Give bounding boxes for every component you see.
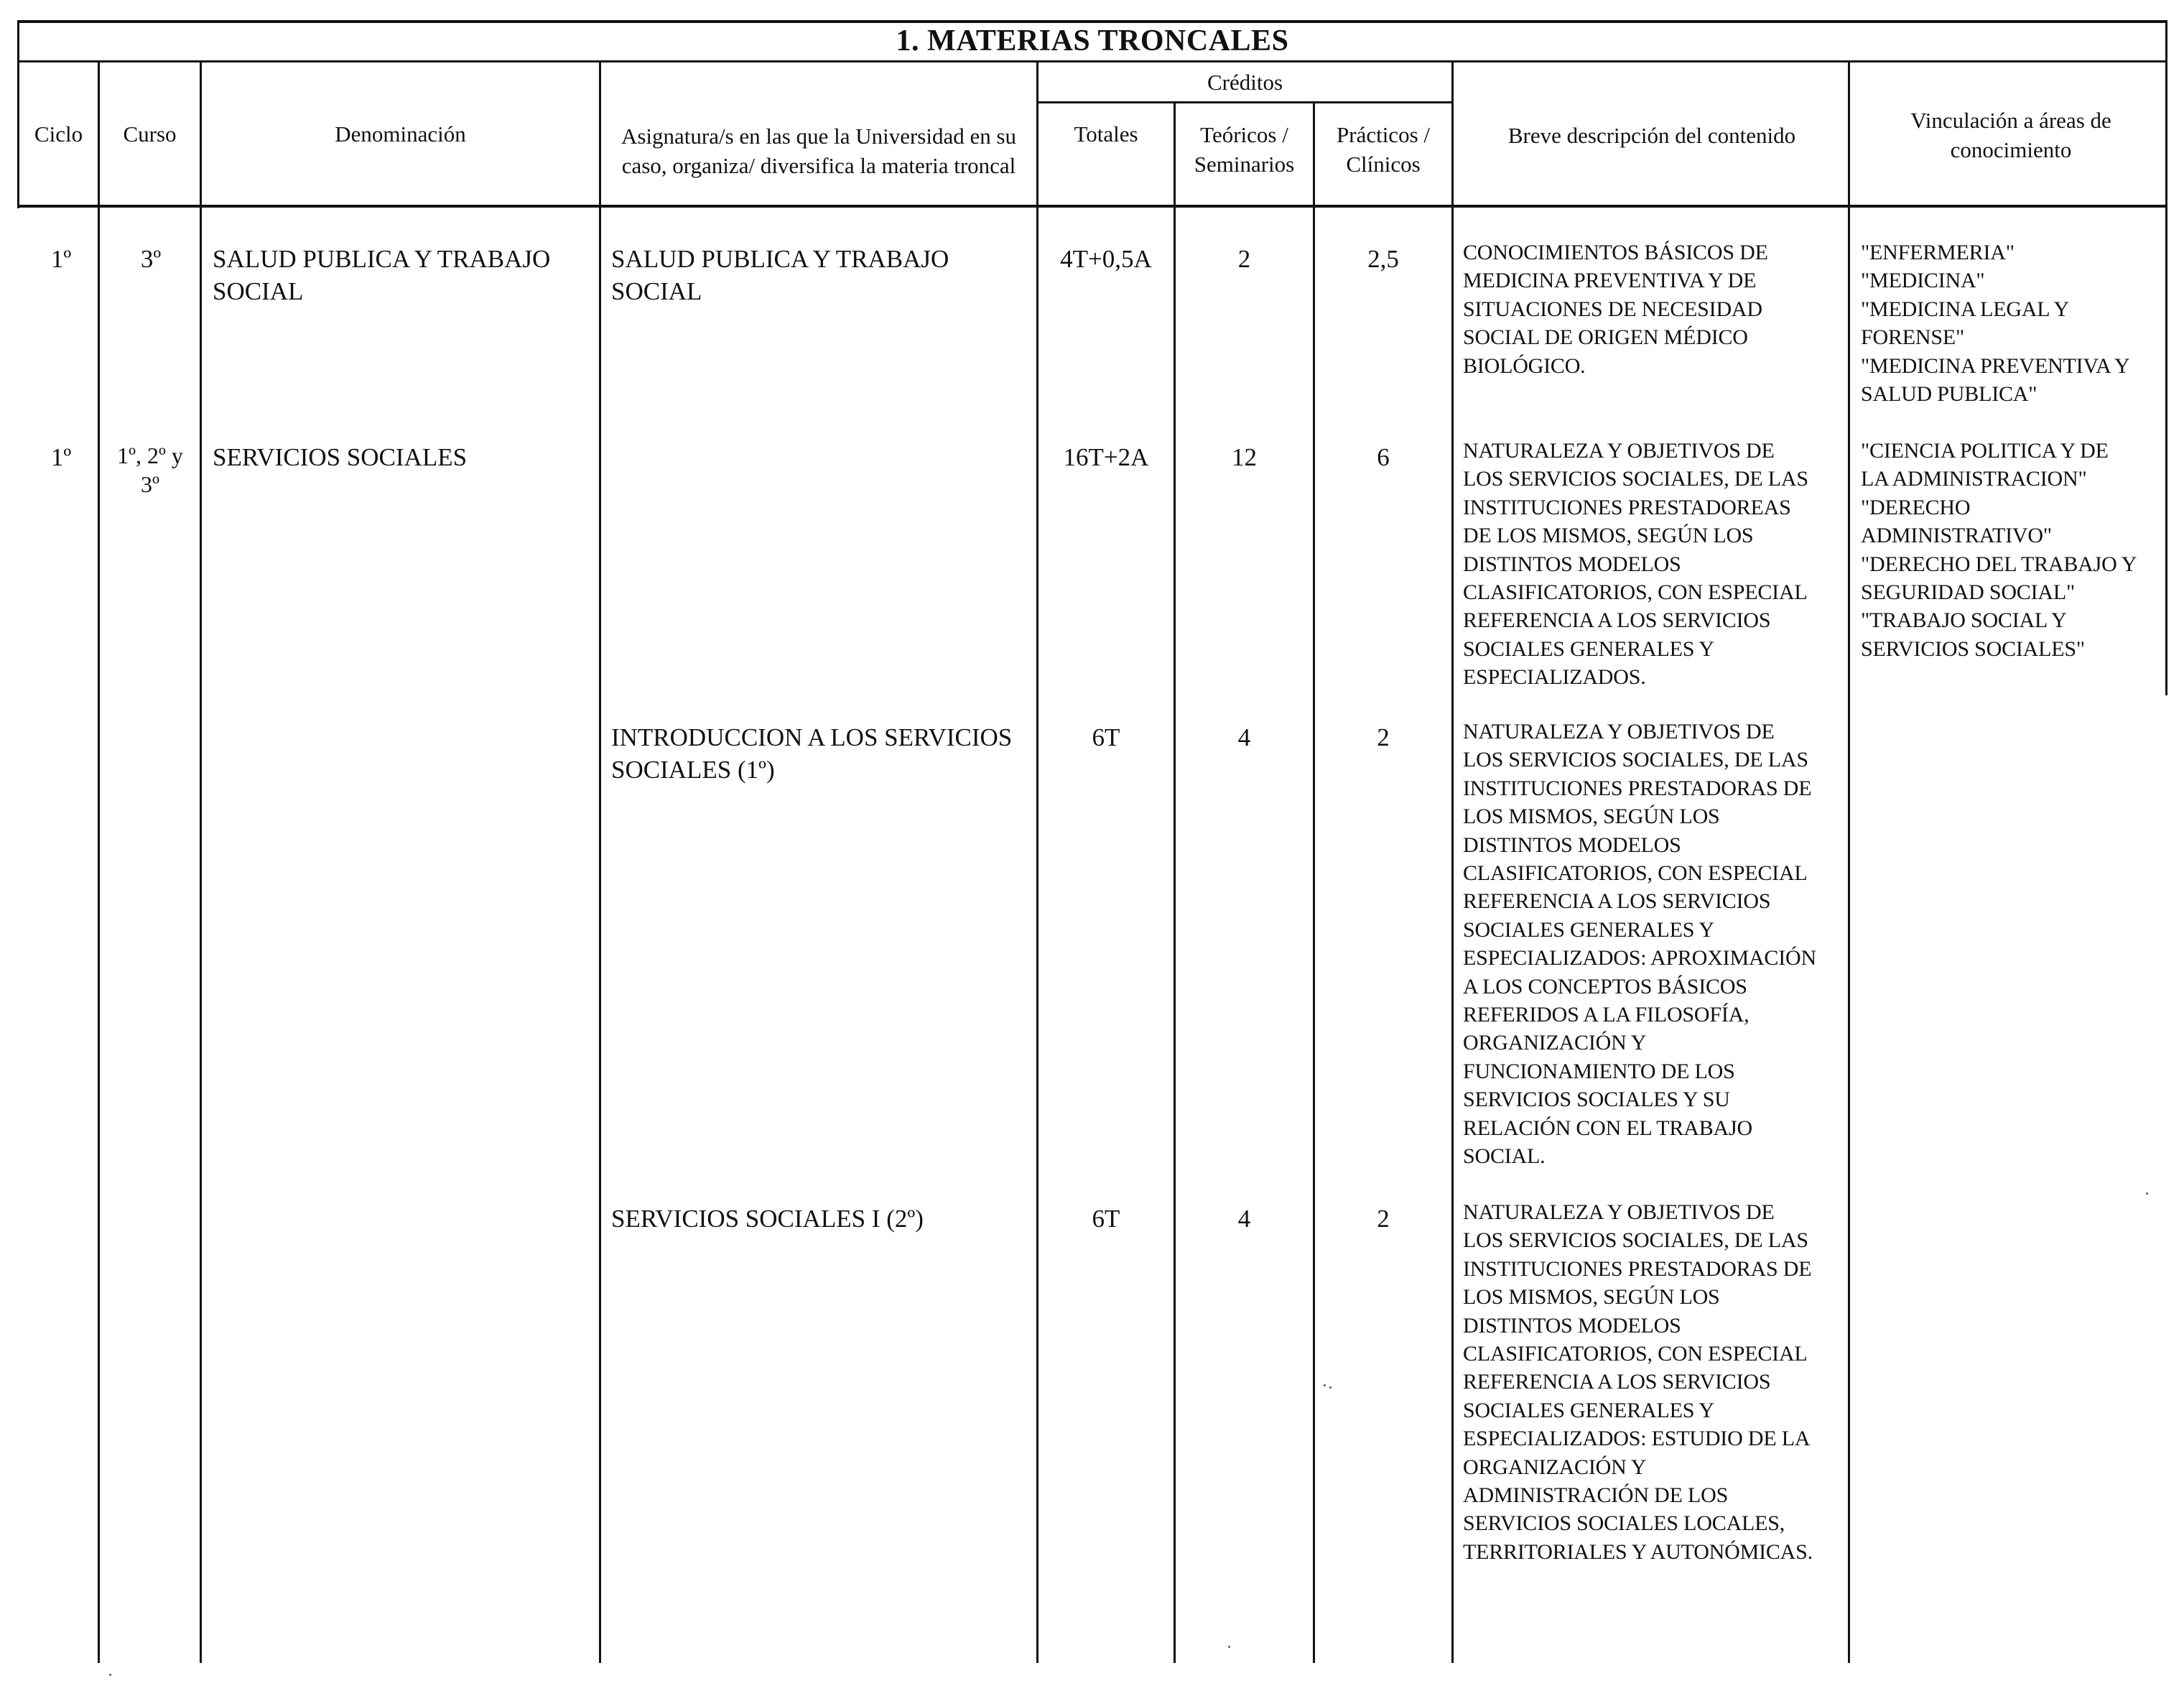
col-sep-totales-teoricos	[1174, 102, 1176, 1663]
scan-speck	[2146, 1192, 2148, 1195]
header-asignaturas: Asignatura/s en las que la Universidad en su caso, organiza/ diversifica la materia troncal	[621, 124, 1017, 178]
table-row-0-teoricos: 2	[1237, 245, 1251, 273]
table-row-0-vinculacion: "ENFERMERIA" "MEDICINA" "MEDICINA LEGAL Y FORENSE" "MEDICINA PREVENTIVA Y SALUD PUBLICA"	[1861, 241, 2130, 407]
table-row-3-teoricos: 4	[1237, 1205, 1251, 1233]
table-row-0-practicos: 2,5	[1367, 245, 1399, 273]
table-row-3-totales: 6T	[1092, 1205, 1120, 1233]
table-row-0-descripcion: CONOCIMIENTOS BÁSICOS DE MEDICINA PREVENTIVA Y DE SITUACIONES DE NECESIDAD SOCIAL DE ORIGEN MÉDICO BIOLÓGICO.	[1463, 241, 1768, 378]
section-title: 1. MATERIAS TRONCALES	[896, 24, 1289, 57]
header-teoricos: Teóricos / Seminarios	[1194, 122, 1295, 177]
header-vinculacion: Vinculación a áreas de conocimiento	[1910, 108, 2111, 162]
col-sep-asignatura-totales	[1036, 61, 1038, 1663]
table-row-0-ciclo: 1º	[50, 245, 72, 273]
header-ciclo: Ciclo	[34, 121, 83, 147]
scan-speck	[1324, 1384, 1326, 1386]
table-row-2-descripcion: NATURALEZA Y OBJETIVOS DE LOS SERVICIOS SOCIALES, DE LAS INSTITUCIONES PRESTADORAS DE LOS MISMOS, SEGÚN LOS DISTINTOS MODELOS CLASIFICATORIOS, CON ESPECIAL REFERENCIA A LOS SERVICIOS SOCIALES GENERALES Y ESPECIALIZADOS: APROXIMACIÓN A LOS CONCEPTOS BÁSICOS REFERIDOS A LA FILOSOFÍA, ORGANIZACIÓN Y FUNCIONAMIENTO DE LOS SERVICIOS SOCIALES Y SU RELACIÓN CON EL TRABAJO SOCIAL.	[1463, 720, 1816, 1169]
table-row-1-curso: 1º, 2º y 3º	[117, 442, 183, 497]
table-row-3-descripcion: NATURALEZA Y OBJETIVOS DE LOS SERVICIOS SOCIALES, DE LAS INSTITUCIONES PRESTADORAS DE LOS MISMOS, SEGÚN LOS DISTINTOS MODELOS CLASIFICATORIOS, CON ESPECIAL REFERENCIA A LOS SERVICIOS SOCIALES GENERALES Y ESPECIALIZADOS: ESTUDIO DE LA ORGANIZACIÓN Y ADMINISTRACIÓN DE LOS SERVICIOS SOCIALES LOCALES, TERRITORIALES Y AUTONÓMICAS.	[1463, 1200, 1813, 1564]
table-row-2-asignatura: INTRODUCCION A LOS SERVICIOS SOCIALES (1º)	[611, 723, 1013, 784]
table-row-1-teoricos: 12	[1232, 443, 1257, 471]
table-row-1-descripcion: NATURALEZA Y OBJETIVOS DE LOS SERVICIOS SOCIALES, DE LAS INSTITUCIONES PRESTADOREAS DE LOS MISMOS, SEGÚN LOS DISTINTOS MODELOS CLASIFICATORIOS, CON ESPECIAL REFERENCIA A LOS SERVICIOS SOCIALES GENERALES Y ESPECIALIZADOS.	[1463, 439, 1808, 690]
table-row-2-totales: 6T	[1092, 723, 1120, 751]
table-row-1-denominacion: SERVICIOS SOCIALES	[213, 443, 468, 471]
header-practicos: Prácticos / Clínicos	[1337, 122, 1430, 177]
table-row-0-asignatura: SALUD PUBLICA Y TRABAJO SOCIAL	[611, 245, 949, 305]
header-bottom-border	[17, 205, 2167, 208]
header-descripcion: Breve descripción del contenido	[1507, 122, 1796, 148]
table-row-2-practicos: 2	[1377, 723, 1390, 751]
table-row-0-totales: 4T+0,5A	[1060, 245, 1152, 273]
col-sep-ciclo-curso	[98, 61, 100, 1663]
table-row-2-teoricos: 4	[1237, 723, 1251, 751]
col-sep-teoricos-practicos	[1313, 102, 1315, 1663]
table-row-0-curso: 3º	[140, 245, 162, 273]
header-totales: Totales	[1074, 121, 1138, 147]
table-row-1-ciclo: 1º	[50, 443, 72, 471]
scan-speck	[1329, 1386, 1332, 1389]
header-denominacion: Denominación	[335, 121, 466, 147]
table-row-1-vinculacion: "CIENCIA POLITICA Y DE LA ADMINISTRACION" "DERECHO ADMINISTRATIVO" "DERECHO DEL TRABAJO Y SEGURIDAD SOCIAL" "TRABAJO SOCIAL Y SERVICIOS SOCIALES"	[1861, 439, 2137, 661]
col-sep-denominacion-asignatura	[599, 61, 601, 1663]
table-row-3-practicos: 2	[1377, 1205, 1390, 1233]
table-row-1-practicos: 6	[1377, 443, 1390, 471]
creditos-subheader-border	[1037, 101, 1453, 103]
title-bottom-border	[17, 60, 2167, 62]
table-row-1-totales: 16T+2A	[1063, 443, 1149, 471]
col-sep-curso-denominacion	[200, 61, 202, 1663]
scan-speck	[1228, 1646, 1230, 1648]
header-curso: Curso	[123, 121, 177, 147]
col-sep-practicos-descripcion	[1451, 61, 1454, 1663]
table-row-0-denominacion: SALUD PUBLICA Y TRABAJO SOCIAL	[213, 245, 551, 305]
header-creditos: Créditos	[1207, 69, 1283, 95]
scan-speck	[109, 1674, 111, 1676]
table-row-3-asignatura: SERVICIOS SOCIALES I (2º)	[611, 1205, 924, 1233]
